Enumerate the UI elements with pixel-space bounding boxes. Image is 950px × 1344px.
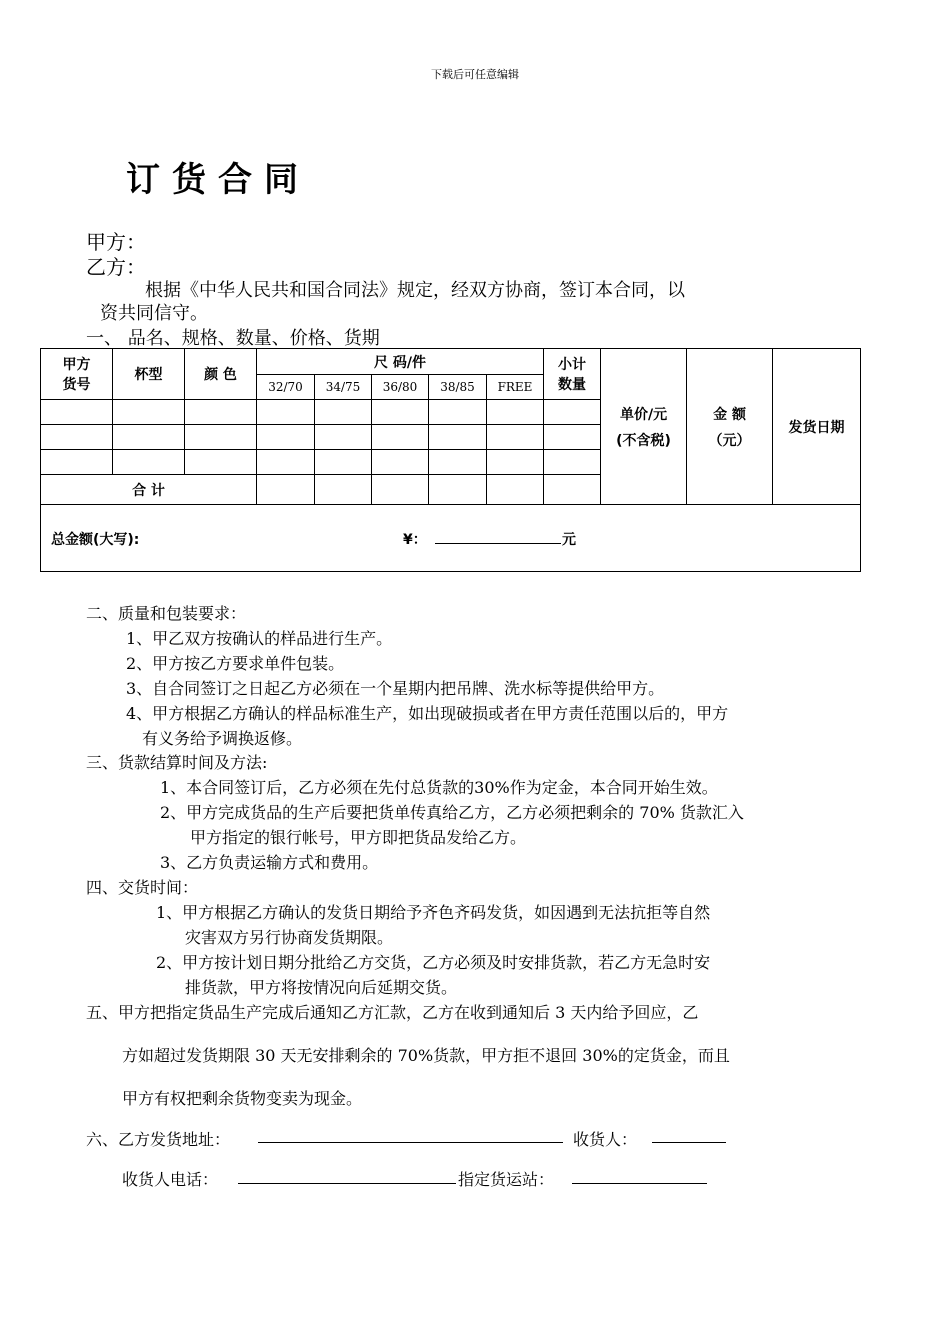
table-cell [315,425,372,450]
header-subtotal-line1: 小计 [558,357,587,373]
table-cell [544,475,601,505]
party-b-label: 乙方： [86,255,146,279]
table-cell [257,425,315,450]
header-color: 颜 色 [185,349,257,400]
table-cell [487,400,544,425]
table-cell [372,425,429,450]
grand-total-cell [41,505,861,572]
party-a-label: 甲方： [86,230,146,254]
yen-label: ¥： [403,532,427,548]
header-item-no-line2: 货号 [62,377,91,393]
grand-total-row [41,505,861,572]
size-col: 34/75 [315,375,372,400]
table-cell [487,450,544,475]
section-2-item: 4、甲方根据乙方确认的样品标准生产，如出现破损或者在甲方责任范围以后的，甲方 [126,704,729,723]
section-3-item: 甲方指定的银行帐号，甲方即把货品发给乙方。 [190,828,527,847]
table-cell [487,475,544,505]
yuan-label: 元 [562,532,576,548]
intro-line-1: 根据《中华人民共和国合同法》规定，经双方协商，签订本合同，以 [145,280,685,301]
table-cell [257,400,315,425]
header-unit-price [601,349,687,505]
header-amount-line2: （元） [708,432,751,449]
table-cell [113,450,185,475]
header-item-no [41,349,113,400]
table-cell [372,450,429,475]
section-5-line: 五、甲方把指定货品生产完成后通知乙方汇款，乙方在收到通知后 3 天内给予回应，乙 [86,1003,699,1022]
intro-line-2: 资共同信守。 [100,303,208,324]
receiver-label: 收货人： [573,1130,638,1149]
header-item-no-line1: 甲方 [62,357,91,373]
section-2-item: 2、甲方按乙方要求单件包装。 [126,654,345,673]
receiver-phone-blank[interactable] [238,1183,456,1184]
table-cell [113,400,185,425]
table-cell [41,450,113,475]
table-cell [544,450,601,475]
header-size: 尺 码/件 [257,349,544,375]
table-cell [372,400,429,425]
size-col: 32/70 [257,375,315,400]
freight-station-label: 指定货运站： [458,1170,555,1189]
size-col: 36/80 [372,375,429,400]
section-3-heading: 三、货款结算时间及方法: [86,753,268,772]
section-2-item: 1、甲乙双方按确认的样品进行生产。 [126,629,393,648]
table-cell [315,475,372,505]
section-2-heading: 二、质量和包装要求： [86,604,247,623]
header-unit-price-line2: (不含税) [616,432,671,449]
table-cell [544,425,601,450]
table-cell [257,475,315,505]
size-col: 38/85 [429,375,487,400]
section-4-item: 排货款，甲方将按情况向后延期交货。 [185,978,458,997]
table-cell [487,425,544,450]
section-2-item: 有义务给予调换返修。 [142,729,303,748]
table-cell [315,450,372,475]
header-subtotal [544,349,601,400]
header-unit-price-line1: 单价/元 [619,406,668,423]
table-cell [544,400,601,425]
header-note: 下载后可任意编辑 [431,68,519,81]
section-1-heading: 一、 品名、规格、数量、价格、货期 [86,328,380,349]
section-3-item: 1、本合同签订后，乙方必须在先付总货款的30%作为定金，本合同开始生效。 [160,778,718,797]
ship-address-label: 六、乙方发货地址： [86,1130,231,1149]
page-title: 订货合同 [126,160,310,200]
header-cup: 杯型 [113,349,185,400]
freight-station-blank[interactable] [572,1183,707,1184]
yen-amount-blank[interactable] [435,543,561,544]
section-2-item: 3、自合同签订之日起乙方必须在一个星期内把吊牌、洗水标等提供给甲方。 [126,679,665,698]
table-cell [185,400,257,425]
table-cell [315,400,372,425]
section-4-item: 灾害双方另行协商发货期限。 [185,928,394,947]
table-cell [185,425,257,450]
table-cell [429,400,487,425]
table-cell [41,400,113,425]
table-cell [372,475,429,505]
table-cell [257,450,315,475]
table-cell [41,425,113,450]
section-4-item: 2、甲方按计划日期分批给乙方交货，乙方必须及时安排货款，若乙方无急时安 [156,953,711,972]
table-cell [429,425,487,450]
header-amount [687,349,773,505]
section-5-line: 甲方有权把剩余货物变卖为现金。 [122,1089,363,1108]
header-ship-date: 发货日期 [773,349,861,505]
section-5-line: 方如超过发货期限 30 天无安排剩余的 70%货款，甲方拒不退回 30%的定货金，而且 [122,1046,730,1065]
grand-total-label: 总金额(大写): [51,532,140,548]
section-3-item: 2、甲方完成货品的生产后要把货单传真给乙方，乙方必须把剩余的 70% 货款汇入 [160,803,744,822]
receiver-blank[interactable] [652,1142,726,1143]
size-col: FREE [487,375,544,400]
section-4-heading: 四、交货时间： [86,878,199,897]
header-subtotal-line2: 数量 [558,377,587,393]
section-4-item: 1、甲方根据乙方确认的发货日期给予齐色齐码发货，如因遇到无法抗拒等自然 [156,903,711,922]
table-cell [429,475,487,505]
total-label: 合 计 [41,475,257,505]
table-cell [113,425,185,450]
table-cell [185,450,257,475]
table-cell [429,450,487,475]
header-amount-line1: 金 额 [713,406,746,423]
order-table [40,348,861,572]
section-3-item: 3、乙方负责运输方式和费用。 [160,853,379,872]
ship-address-blank[interactable] [258,1142,563,1143]
receiver-phone-label: 收货人电话： [122,1170,219,1189]
